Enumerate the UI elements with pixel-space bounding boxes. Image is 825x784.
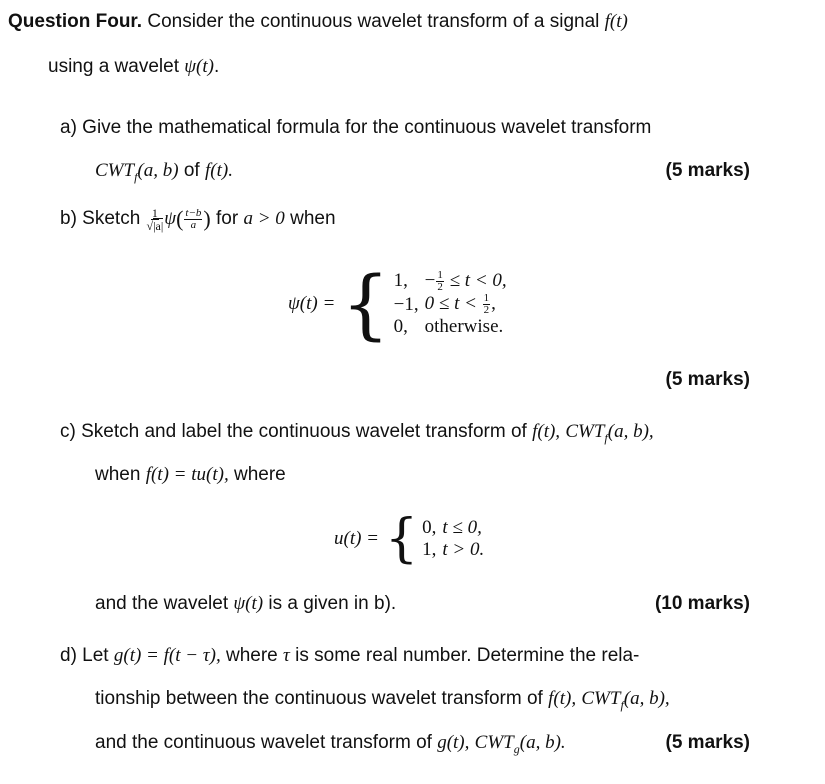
half-fraction bbox=[436, 270, 444, 293]
part-b-prefix: b) Sketch bbox=[60, 208, 141, 229]
psi-arg-fraction bbox=[184, 208, 202, 231]
part-d-line2-text: tionship between the continuous wavelet transform of bbox=[95, 688, 543, 709]
close-paren: ) bbox=[203, 206, 211, 231]
tau-symbol: τ bbox=[283, 645, 290, 666]
cwt-g-args: (a, b). bbox=[519, 732, 566, 753]
part-d-line1-text: is some real number. Determine the rela- bbox=[295, 645, 640, 666]
part-d-let: d) Let bbox=[60, 645, 109, 666]
part-c-line3 bbox=[95, 593, 396, 615]
u-definition bbox=[334, 509, 490, 569]
case-value: 1, bbox=[393, 270, 408, 292]
part-c-text: c) Sketch and label the continuous wavelet transform of bbox=[60, 421, 527, 442]
question-intro-line2-text: using a wavelet bbox=[48, 56, 179, 77]
part-d-line3 bbox=[95, 732, 566, 757]
case-condition: t ≤ 0, bbox=[442, 517, 482, 538]
part-a-f: f(t). bbox=[205, 160, 233, 181]
cwt-subscript: f bbox=[134, 169, 138, 184]
case-cond-post: ≤ t < 0, bbox=[449, 269, 507, 291]
psi-case-row bbox=[394, 293, 513, 316]
scale-factor-den-text: |a| bbox=[153, 218, 164, 233]
part-d-equation: g(t) = f(t − τ), bbox=[113, 645, 221, 666]
open-paren: ( bbox=[176, 206, 184, 231]
part-a-line2 bbox=[95, 160, 233, 185]
question-intro-line1 bbox=[8, 11, 628, 33]
psi-symbol: ψ bbox=[164, 208, 177, 229]
half-den: 2 bbox=[483, 304, 490, 317]
part-c-equation: f(t) = tu(t), bbox=[145, 464, 229, 485]
question-title: Question Four. bbox=[8, 11, 143, 32]
u-case-row bbox=[422, 517, 490, 539]
part-c-when: when bbox=[95, 464, 141, 485]
case-cond-post: , bbox=[491, 293, 496, 314]
part-d-g: g(t), bbox=[437, 732, 470, 753]
cwt-subscript: f bbox=[604, 430, 608, 445]
part-b-line bbox=[60, 206, 336, 232]
part-d-line3-text: and the continuous wavelet transform of bbox=[95, 732, 432, 753]
scale-factor-num: 1 bbox=[151, 205, 158, 220]
u-def-lhs: u(t) = bbox=[334, 528, 380, 549]
part-a-marks: (5 marks) bbox=[665, 160, 750, 181]
half-num: 1 bbox=[483, 292, 490, 305]
signal-f: f(t) bbox=[604, 11, 628, 32]
psi-arg-den: a bbox=[190, 218, 197, 231]
u-case-row bbox=[422, 539, 490, 561]
case-value: 0, bbox=[422, 517, 437, 538]
scale-factor-den: √|a| bbox=[146, 218, 164, 233]
part-d-line1 bbox=[60, 645, 639, 667]
psi-case-row bbox=[394, 316, 513, 338]
case-cond-pre: 0 ≤ t < bbox=[424, 293, 477, 314]
question-intro-period: . bbox=[213, 56, 220, 77]
part-b-condition: a > 0 bbox=[243, 208, 285, 229]
question-intro-line2 bbox=[48, 56, 219, 78]
case-condition: t > 0. bbox=[442, 539, 485, 560]
cwt-symbol: CWT bbox=[581, 688, 621, 709]
psi-arg-num: t−b bbox=[185, 206, 202, 219]
part-d-marks: (5 marks) bbox=[665, 732, 750, 753]
case-value: −1, bbox=[393, 293, 419, 315]
part-c-where: where bbox=[233, 464, 286, 485]
part-c-line2 bbox=[95, 464, 286, 486]
case-condition: otherwise. bbox=[424, 316, 504, 338]
case-value: 0, bbox=[393, 316, 408, 338]
cases-brace: { bbox=[385, 509, 419, 569]
part-c-line3-post: is a given in b). bbox=[268, 593, 397, 614]
psi-def-lhs: ψ(t) = bbox=[288, 293, 336, 314]
cwt-g-symbol: CWT bbox=[474, 732, 514, 753]
part-d-line2 bbox=[95, 688, 670, 713]
cwt-subscript: f bbox=[620, 697, 624, 712]
part-d-f: f(t), bbox=[548, 688, 577, 709]
part-a-line1: a) Give the mathematical formula for the continuous wavelet transform bbox=[60, 117, 652, 138]
part-a-of: of bbox=[183, 160, 200, 181]
half-fraction bbox=[483, 293, 491, 316]
part-c-line3-text: and the wavelet bbox=[95, 593, 229, 614]
cwt-args: (a, b), bbox=[623, 688, 670, 709]
psi-case-row bbox=[394, 270, 513, 293]
case-condition bbox=[425, 293, 513, 316]
scale-factor-fraction bbox=[147, 207, 164, 232]
cases-brace: { bbox=[341, 259, 390, 348]
cwt-symbol: CWT bbox=[565, 421, 605, 442]
part-b-marks: (5 marks) bbox=[665, 369, 750, 390]
case-cond-pre: − bbox=[424, 269, 436, 291]
cwt-args: (a, b), bbox=[607, 421, 654, 442]
wavelet-psi: ψ(t) bbox=[233, 593, 264, 614]
half-den: 2 bbox=[437, 281, 443, 293]
part-c-f: f(t), bbox=[532, 421, 561, 442]
cwt-symbol: CWT bbox=[95, 160, 135, 181]
psi-definition bbox=[288, 259, 513, 348]
cwt-g-subscript: g bbox=[513, 741, 520, 756]
case-condition bbox=[425, 270, 513, 293]
part-b-when: when bbox=[290, 208, 336, 229]
part-c-marks: (10 marks) bbox=[654, 593, 750, 614]
part-b-for: for bbox=[216, 208, 239, 229]
wavelet-psi: ψ(t) bbox=[184, 56, 214, 77]
u-cases-table bbox=[422, 517, 490, 561]
part-c-line1 bbox=[60, 421, 654, 446]
psi-cases-table bbox=[394, 270, 513, 338]
half-num: 1 bbox=[437, 269, 443, 281]
question-intro-text: Consider the continuous wavelet transform of a signal bbox=[147, 11, 600, 32]
cwt-args: (a, b) bbox=[137, 160, 179, 181]
case-value: 1, bbox=[422, 539, 437, 560]
part-d-where: where bbox=[226, 645, 278, 666]
